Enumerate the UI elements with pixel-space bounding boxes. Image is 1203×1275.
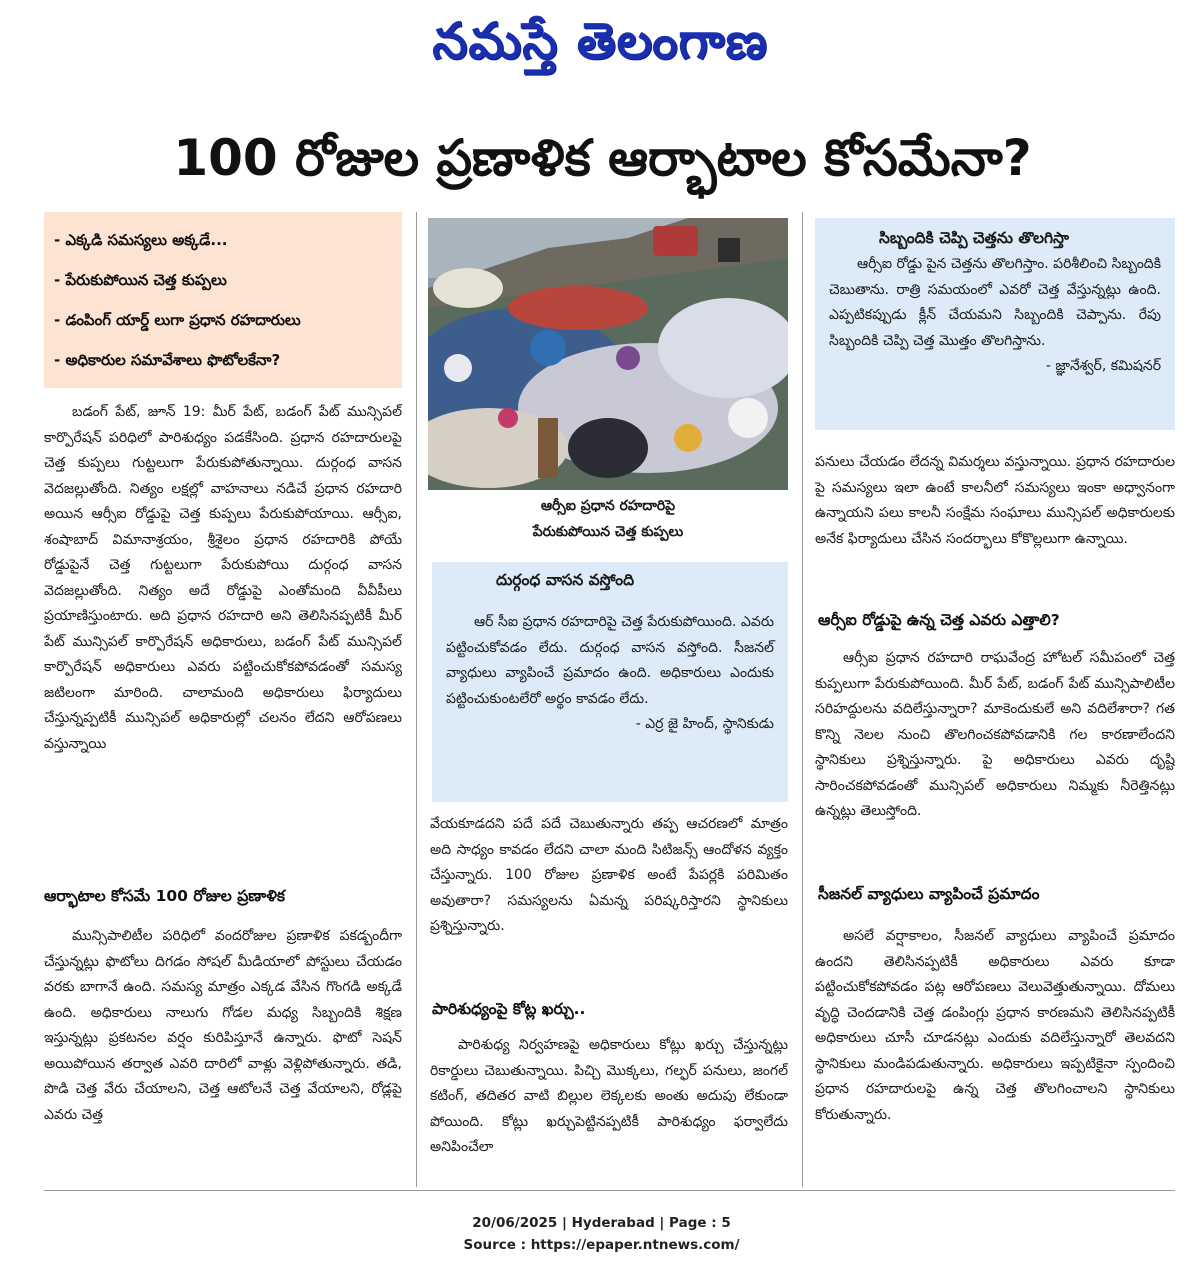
deck-item: - డంపింగ్ యార్డ్ లుగా ప్రధాన రహదారులు [54, 311, 301, 329]
article-body-col1-part2 [44, 924, 402, 1182]
deck-item: - ఎక్కడి సమస్యలు అక్కడే... [54, 231, 228, 249]
footer-date-edition: 20/06/2025 | Hyderabad | Page : 5 [472, 1215, 731, 1231]
paragraph: పనులు చేయడం లేదన్న విమర్శలు వస్తున్నాయి. ప్రధాన రహదారుల పై సమస్యలు ఇలా ఉంటే కాలనీలో సమస్యలు ఇంకా అధ్వానంగా ఉన్నాయని పలు కాలనీ సంక్షేమ సంఘాలు మున్సిపల్ అధికారులకు అనేక ఫిర్యాదులు చేసిన సందర్భాలు కోకొల్లలుగా ఉన్నాయి. [815, 454, 1175, 547]
paragraph: ఆర్సీఐ రోడ్డు పైన చెత్తను తొలగిస్తాం. పరిశీలించి సిబ్బందికి చెబుతాను. రాత్రి సమయంలో ఎవరో చెత్త వేస్తున్నట్లు ఉంది. ఎప్పటికప్పుడు క్లీన్ చేయమని సిబ్బందికి చెప్పాను. రేపు సిబ్బందికి చెప్పి చెత్త మొత్తం తొలగిస్తాను. [829, 256, 1161, 349]
sidebar-box-resident-quote [432, 562, 788, 802]
box-body [829, 252, 1161, 354]
column-rule [802, 212, 803, 1187]
box-title: సిబ్బందికి చెప్పి చెత్తను తొలగిస్తా [879, 229, 1069, 247]
caption-line: ఆర్సీఐ ప్రధాన రహదారిపై [540, 498, 676, 514]
column-rule [416, 212, 417, 1187]
box-attribution: - ఎర్ర జై హింద్, స్థానికుడు [635, 716, 774, 732]
article-body-col3-part3 [815, 924, 1175, 1180]
deck-item: - అధికారుల సమావేశాలు ఫొటోలకేనా? [54, 351, 281, 369]
article-body-col1 [44, 400, 402, 866]
photo-caption [428, 493, 788, 547]
deck-item: - పేరుకుపోయిన చెత్త కుప్పలు [54, 271, 227, 289]
paragraph: మున్సిపాలిటీల పరిధిలో వందరోజుల ప్రణాళిక పకడ్బందీగా చేస్తున్నట్లు ఫొటోలు దిగడం సోషల్ మీడియాలో పోస్టులు చేయడం వరకు బాగానే ఉంది. సమస్య మాత్రం ఎక్కడ వేసిన గొంగడి అక్కడే ఉంది. అధికారులు నాలుగు గోడల మధ్య సిబ్బందికి శిక్షణ ఇస్తున్నట్లు ప్రకటనల వర్షం కురిపిస్తూనే ఉన్నారు. ఫొటో సెషన్ అయిపోయిన తర్వాత ఎవరి దారిలో వాళ్లు వెళ్లిపోతున్నారు. తడి, పొడి చెత్త వేరు చేయాలని, చెత్త ఆటోలనే చెత్త వేయాలని, రోడ్లపై ఎవరు చెత్త [44, 928, 402, 1123]
deck-highlights [44, 212, 402, 388]
caption-line: పేరుకుపోయిన చెత్త కుప్పలు [532, 524, 684, 540]
subhead-col3-second: సీజనల్ వ్యాధులు వ్యాపించే ప్రమాదం [818, 885, 1040, 903]
paragraph: ఆర్ సీఐ ప్రధాన రహదారిపై చెత్త పేరుకుపోయింది. ఎవరు పట్టించుకోవడం లేదు. దుర్గంధ వాసన వస్తోంది. సీజనల్ వ్యాధులు వ్యాపించే ప్రమాదం ఉంది. అధికారులు ఎందుకు పట్టించుకుంటలేరో అర్థం కావడం లేదు. [446, 614, 774, 707]
paragraph: ఆర్సీఐ ప్రధాన రహదారి రాఘవేంద్ర హోటల్ సమీపంలో చెత్త కుప్పలుగా పేరుకుపోయింది. మీర్ పేట్, బడంగ్ పేట్ మున్సిపాలిటీల సరిహద్దులను వదిలేస్తున్నారా? మాకెందుకులే అని వదిలేశారా? గత కొన్ని నెలల నుంచి తొలగించకపోవడానికి గల కారణాలేందని స్థానికులు ప్రశ్నిస్తున్నారు. పై అధికారులు ఎవరు దృష్టి సారించకపోవడంతో మున్సిపల్ అధికారులు నిమ్మకు నీరెత్తినట్లు ఉన్నట్లు తెలుస్తోంది. [815, 650, 1175, 819]
headline: 100 రోజుల ప్రణాళిక ఆర్భాటాల కోసమేనా? [173, 129, 1032, 187]
subhead-col1: ఆర్భాటాల కోసమే 100 రోజుల ప్రణాళిక [44, 887, 285, 905]
masthead-logo: నమస్తే తెలంగాణ [432, 12, 768, 70]
paragraph: పారిశుధ్య నిర్వహణపై అధికారులు కోట్లు ఖర్చు చేస్తున్నట్లు రికార్డులు చెబుతున్నాయి. పిచ్చి మొక్కలు, గల్ఫర్ పనులు, జంగల్ కటింగ్, తదితర వాటి బిల్లుల లెక్కలకు అంతు అదుపు లేకుండా పోయింది. కోట్లు ఖర్చుపెట్టినప్పటికీ పారిశుధ్యం ఫర్వాలేదు అనిపించేలా [430, 1037, 788, 1155]
subhead-col2: పారిశుధ్యంపై కోట్ల ఖర్చు.. [432, 1000, 586, 1018]
garbage-photo [428, 218, 788, 490]
paragraph: బడంగ్ పేట్, జూన్ 19: మీర్ పేట్, బడంగ్ పేట్ మున్సిపల్ కార్పొరేషన్ పరిధిలో పారిశుధ్యం పడకేసింది. ప్రధాన రహదారులపై చెత్త కుప్పలు గుట్టలుగా పేరుకుపోతున్నాయి. దుర్గంధ వాసన వెదజల్లుతోంది. నిత్యం లక్షల్లో వాహనాలు నడిచే ప్రధాన రహదారి అయిన ఆర్సీఐ రోడ్డుపై చెత్త కుప్పలు పేరుకుపోయాయి. ఆర్సీఐ, శంషాబాద్ విమానాశ్రయం, శ్రీశైలం ప్రధాన రహదారికి పోయే రోడ్డుపైనే చెత్త గుట్టలుగా పేరుకుపోయి దుర్గంధ వాసన వెదజల్లుతోంది. నిత్యం అదే రోడ్డుపై ఎంతోమంది వీవీపీలు ప్రయాణిస్తుంటారు. అది ప్రధాన రహదారి అని తెలిసినప్పటికీ మీర్ పేట్ మున్సిపల్ కార్పొరేషన్ అధికారులు, బడంగ్ పేట్ మున్సిపల్ కార్పొరేషన్ అధికారులు ఎవరు పట్టించుకోకపోవడంతో సమస్య జటిలంగా మారింది. చాలామంది అధికారులు ఫిర్యాదులు చేస్తున్నప్పటికీ మున్సిపల్ అధికారుల్లో చలనం లేదని ఆరోపణలు వస్తున్నాయి [44, 404, 402, 752]
article-body-col2-part2 [430, 1033, 788, 1185]
box-body [446, 610, 774, 712]
garbage-photo-illustration [428, 218, 788, 490]
paragraph: అసలే వర్షాకాలం, సీజనల్ వ్యాధులు వ్యాపించే ప్రమాదం ఉందని తెలిసినప్పటికీ అధికారులు ఎవరు కూడా పట్టించుకోకపోవడం పట్ల ఆరోపణలు వెలువెత్తుతున్నాయి. దోమలు వృద్ధి చెందడానికి చెత్త డంపింగ్లు ప్రధాన కారణమని తెలిసినప్పటికీ అధికారులు చూసీ చూడనట్లు ఎందుకు వదిలేస్తున్నారో తెలవదని స్థానికులు మండిపడుతున్నారు. అధికారులు ఇప్పటికైనా స్పందించి ప్రధాన రహదారులపై ఉన్న చెత్త తొలగించాలని స్థానికులు కోరుతున్నారు. [815, 928, 1175, 1123]
article-body-col2 [430, 812, 788, 990]
box-title: దుర్గంధ వాసన వస్తోంది [496, 571, 635, 589]
article-body-col3-part2 [815, 646, 1175, 876]
bottom-rule [44, 1190, 1175, 1191]
article-body-col3 [815, 450, 1175, 604]
subhead-col3: ఆర్సీఐ రోడ్డుపై ఉన్న చెత్త ఎవరు ఎత్తాలి? [818, 611, 1060, 629]
box-attribution: - జ్ఞానేశ్వర్, కమిషనర్ [1045, 358, 1161, 374]
paragraph: వేయకూడదని పదే పదే చెబుతున్నారు తప్ప ఆచరణలో మాత్రం అది సాధ్యం కావడం లేదని చాలా మంది సిటిజన్స్ ఆందోళన వ్యక్తం చేస్తున్నారు. 100 రోజుల ప్రణాళిక అంటే పేపర్లకి పరిమితం అవుతారా? సమస్యలను ఏమన్న పరిష్కరిస్తారని స్థానికులు ప్రశ్నిస్తున్నారు. [430, 816, 788, 934]
sidebar-box-commissioner-quote [815, 218, 1175, 430]
footer-source: Source : https://epaper.ntnews.com/ [463, 1237, 740, 1253]
